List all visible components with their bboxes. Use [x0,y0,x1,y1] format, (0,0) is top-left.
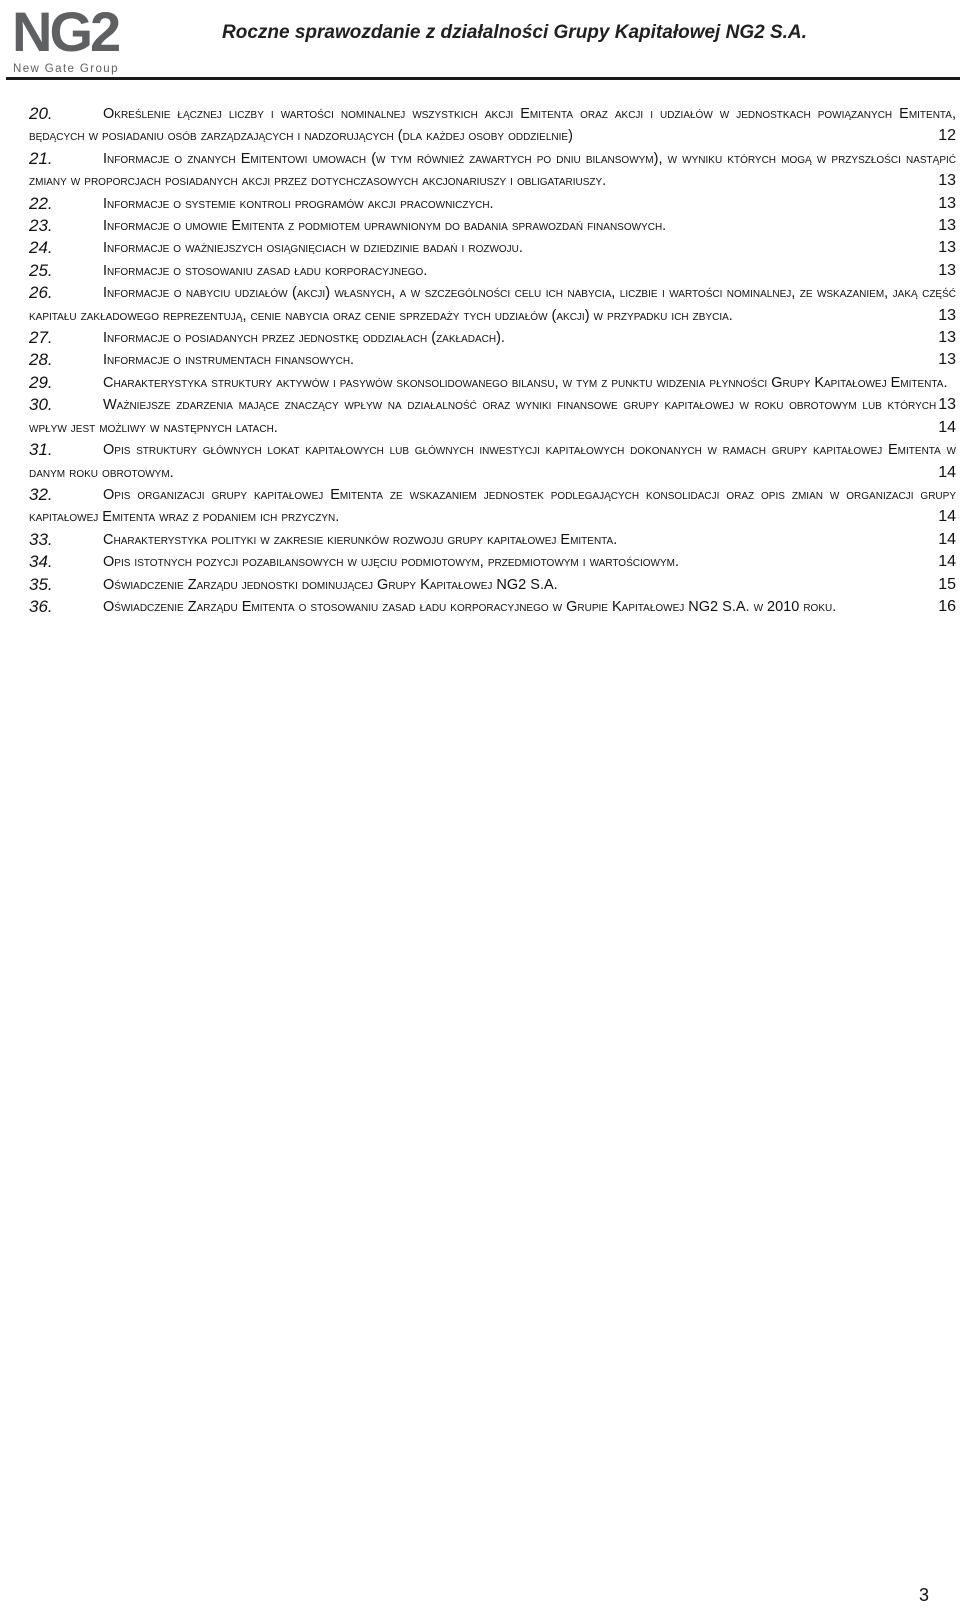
toc-entry[interactable] [29,148,956,193]
toc-entry-page: 13 [936,305,956,327]
toc-entry-number: 35. [29,574,53,594]
toc-entry[interactable] [29,215,956,237]
toc-entry-title: Określenie łącznej liczby i wartości nominalnej wszystkich akcji Emitenta oraz akcji i udziałów w jednostkach powiązanych Emitenta, będących w posiadaniu osób zarządzających i nadzorujących (dla każdej osoby oddzielnie) [29,106,956,145]
toc-entry-number: 29. [29,372,53,392]
toc-entry-page: 13 [936,193,956,215]
toc-entry[interactable] [29,484,956,529]
toc-entry-number: 32. [29,484,53,504]
report-title: Roczne sprawozdanie z działalności Grupy Kapitałowej NG2 S.A. [222,22,807,43]
toc-entry-page: 13 [936,237,956,259]
toc-entry-page: 14 [936,506,956,528]
toc-entry-page: 14 [936,462,956,484]
toc-entry-page: 14 [936,551,956,573]
toc-entry[interactable] [29,349,956,371]
toc-entry-number: 31. [29,440,53,460]
page-number: 3 [918,1585,929,1605]
toc-entry-title: Ważniejsze zdarzenia mające znaczący wpływ na działalność oraz wyniki finansowe grupy kapitałowej w roku obrotowym lub których wpływ jest możliwy w następnych latach. [29,397,937,436]
toc-entry-title: Opis struktury głównych lokat kapitałowych lub głównych inwestycji kapitałowych dokonanych w ramach grupy kapitałowej Emitenta w danym roku obrotowym. [29,442,956,481]
toc-entry-title: Oświadczenie Zarządu jednostki dominującej Grupy Kapitałowej NG2 S.A. [103,576,558,593]
toc-entry-page: 13 [936,349,956,371]
logo-subtext: New Gate Group [13,63,119,75]
toc-entry-number: 26. [29,283,53,303]
toc-entry-number: 24. [29,238,53,258]
toc-entry-number: 30. [29,395,53,415]
page-header [0,0,960,80]
toc-entry-page: 13 [936,260,956,282]
toc-entry[interactable] [29,529,956,551]
toc-entry[interactable] [29,260,956,282]
toc-entry-title: Charakterystyka polityki w zakresie kierunków rozwoju grupy kapitałowej Emitenta. [103,531,618,548]
toc-entry[interactable] [29,551,956,573]
toc-entry-page: 13 [936,394,956,416]
toc-entry-page: 12 [936,125,956,147]
toc-entry[interactable] [29,193,956,215]
toc-entry-number: 34. [29,552,53,572]
toc-entry[interactable] [29,394,956,439]
toc-entry-number: 33. [29,529,53,549]
toc-entry-title: Charakterystyka struktury aktywów i pasywów skonsolidowanego bilansu, w tym z punktu widzenia płynności Grupy Kapitałowej Emitenta. [103,374,948,391]
toc-entry-page: 13 [936,215,956,237]
toc-entry-title: Informacje o ważniejszych osiągnięciach w dziedzinie badań i rozwoju. [103,240,523,257]
toc-entry[interactable] [29,103,956,148]
toc-entry-page: 13 [936,170,956,192]
toc-entry-page: 15 [936,574,956,596]
toc-entry-number: 28. [29,350,53,370]
toc-entry[interactable] [29,596,956,618]
toc-entry-title: Opis istotnych pozycji pozabilansowych w ujęciu podmiotowym, przedmiotowym i wartościowym. [103,554,679,571]
toc-entry[interactable] [29,282,956,327]
header-divider [6,77,960,80]
toc-entry-title: Informacje o znanych Emitentowi umowach (w tym również zawartych po dniu bilansowym), w wyniku których mogą w przyszłości nastąpić zmiany w proporcjach posiadanych akcji przez dotychczasowych akcjonariuszy i obligatariuszy. [29,150,956,190]
toc-entry-page: 16 [936,596,956,618]
toc-entry-title: Informacje o systemie kontroli programów akcji pracowniczych. [103,195,494,212]
table-of-contents [29,103,956,618]
toc-entry-title: Informacje o umowie Emitenta z podmiotem uprawnionym do badania sprawozdań finansowych. [103,218,667,235]
toc-entry-page: 14 [936,417,956,439]
toc-entry-number: 23. [29,216,53,236]
toc-entry-number: 20. [29,104,53,123]
toc-entry-page: 14 [936,529,956,551]
toc-entry[interactable] [29,327,956,349]
toc-entry[interactable] [29,237,956,259]
toc-entry-page: 13 [936,327,956,349]
toc-entry-title: Informacje o nabyciu udziałów (akcji) własnych, a w szczególności celu ich nabycia, liczbie i wartości nominalnej, ze wskazaniem, jaką część kapitału zakładowego reprezentują, cenie nabycia oraz cenie sprzedaży tych udziałów (akcji) w przypadku ich zbycia. [29,285,956,324]
toc-entry[interactable] [29,574,956,596]
toc-entry-title: Informacje o stosowaniu zasad ładu korporacyjnego. [103,262,428,279]
toc-entry-title: Opis organizacji grupy kapitałowej Emitenta ze wskazaniem jednostek podlegających konsolidacji oraz opis zmian w organizacji grupy kapitałowej Emitenta wraz z podaniem ich przyczyn. [29,486,956,526]
toc-entry-number: 22. [29,193,53,213]
toc-entry-number: 21. [29,148,53,168]
toc-entry-number: 27. [29,328,53,348]
toc-entry[interactable] [29,439,956,484]
toc-entry-title: Informacje o posiadanych przez jednostkę oddziałach (zakładach). [103,330,505,347]
toc-entry-title: Oświadczenie Zarządu Emitenta o stosowaniu zasad ładu korporacyjnego w Grupie Kapitałowej NG2 S.A. w 2010 roku. [103,598,837,615]
logo-text: NG2 [12,0,119,63]
toc-entry-title: Informacje o instrumentach finansowych. [103,352,355,369]
toc-entry-number: 25. [29,260,53,280]
toc-entry-number: 36. [29,596,53,616]
ng2-logo [12,0,124,75]
